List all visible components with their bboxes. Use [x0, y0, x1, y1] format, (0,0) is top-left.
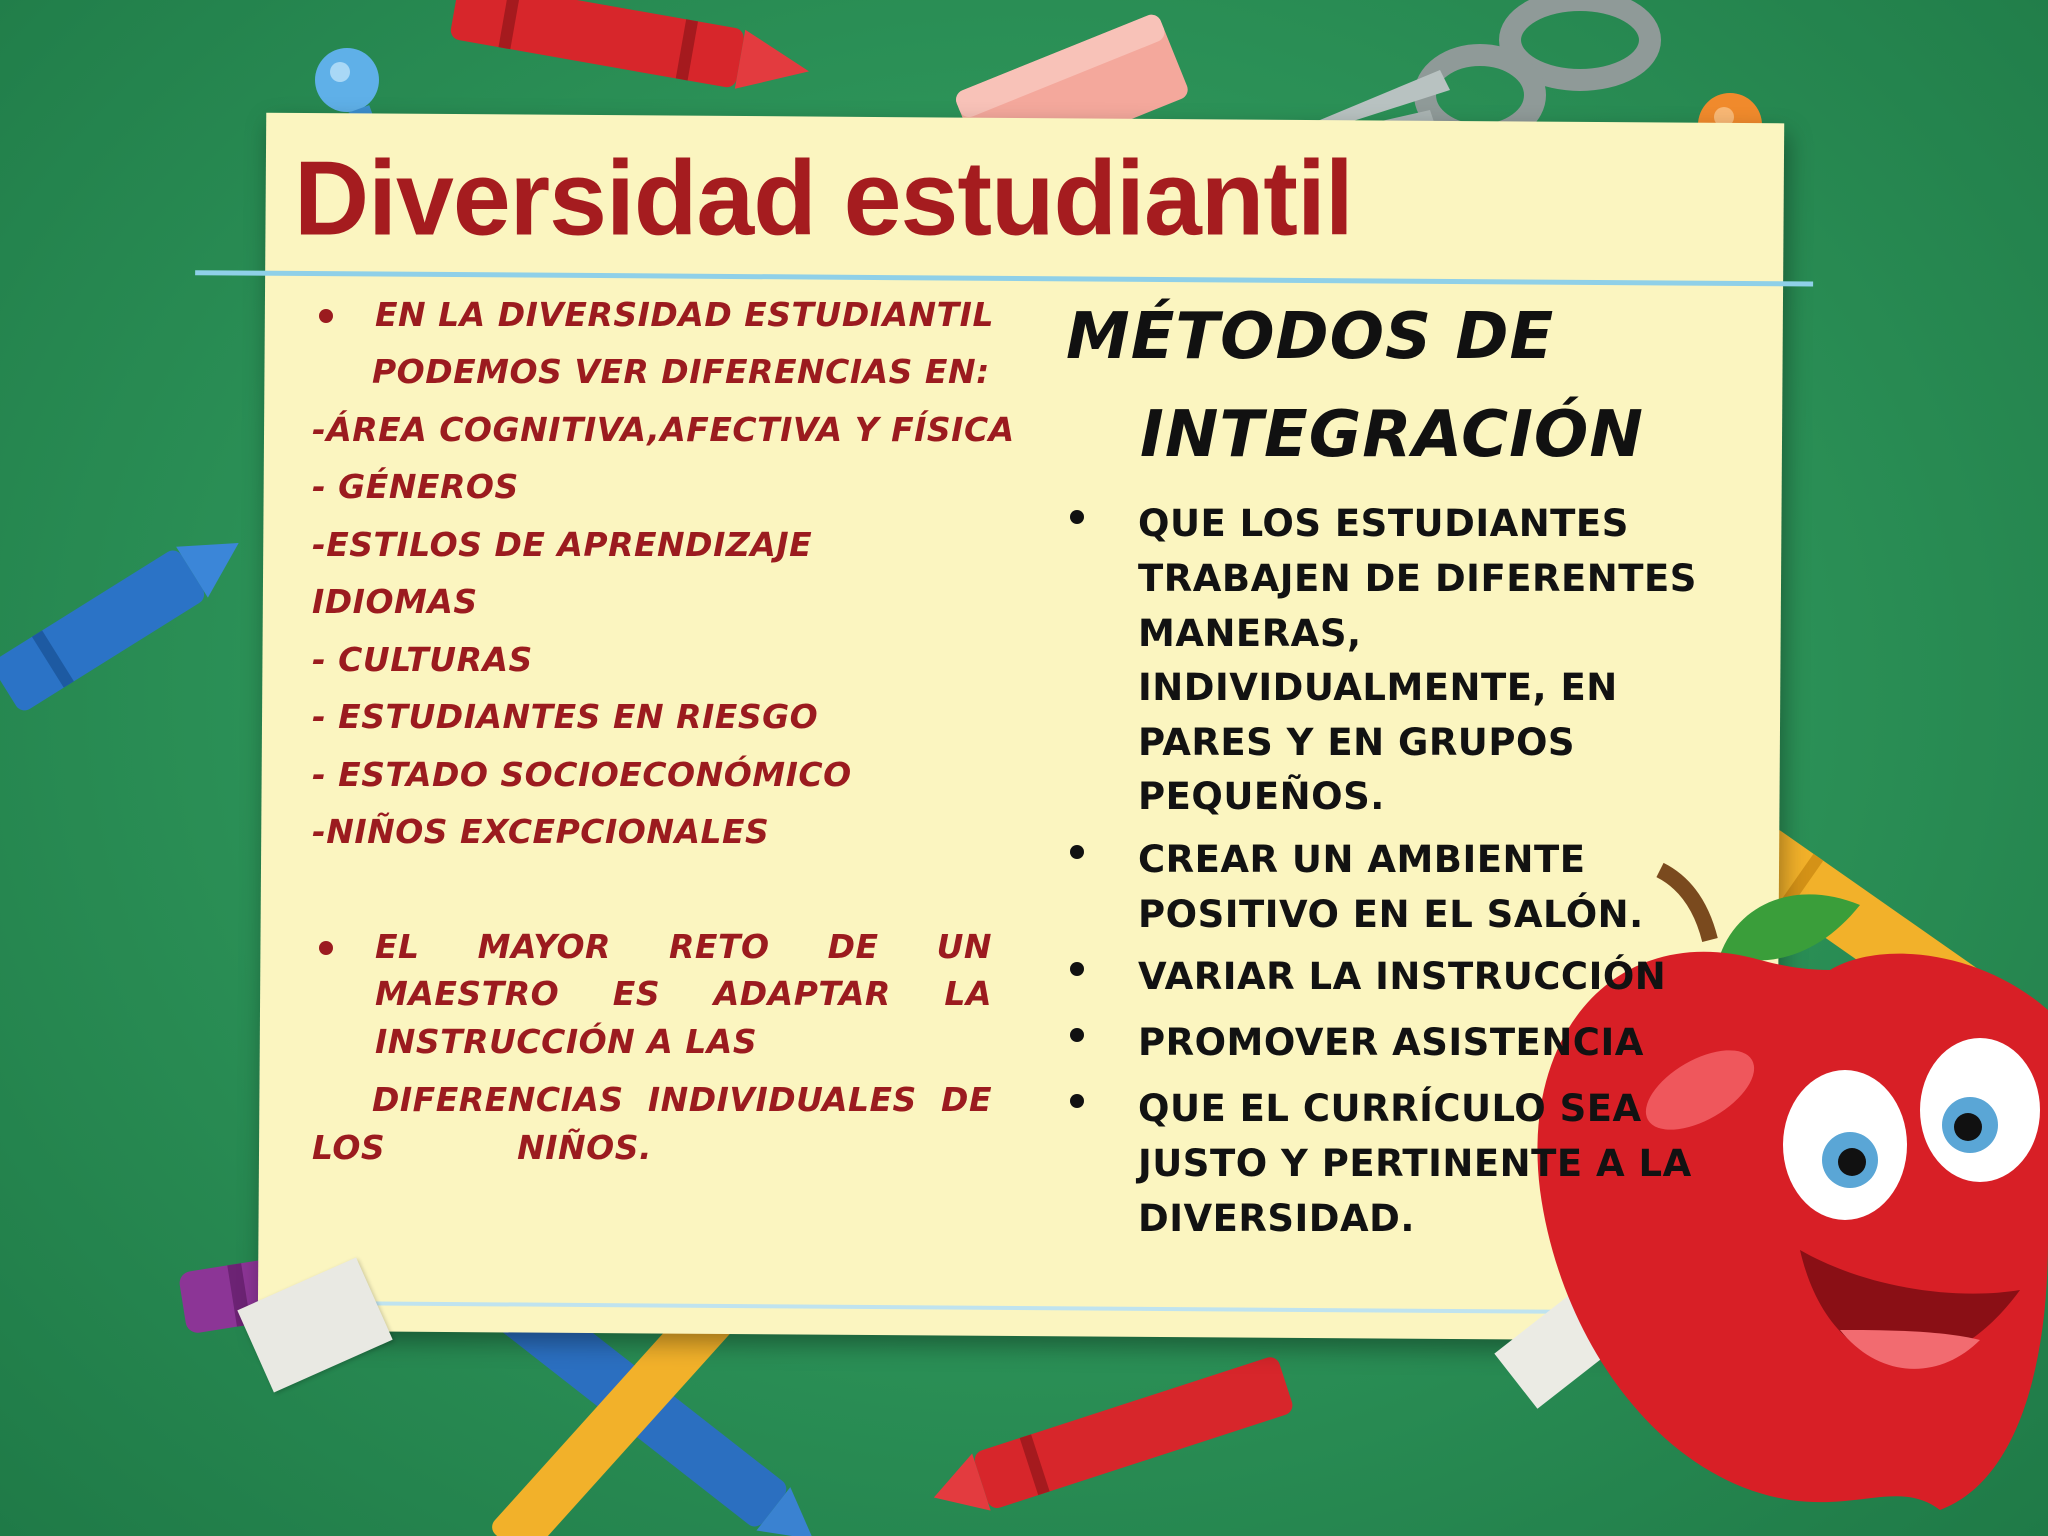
bullet-dot [1070, 1028, 1084, 1042]
challenge-line [375, 927, 992, 966]
method-line: QUE LOS ESTUDIANTES [1138, 502, 1629, 545]
list-item: -ÁREA COGNITIVA,AFECTIVA Y FÍSICA [312, 410, 1015, 449]
bullet-dot [1070, 962, 1084, 976]
word: NIÑOS. [517, 1128, 652, 1167]
bullet-dot [1070, 845, 1084, 859]
list-item: - ESTUDIANTES EN RIESGO [312, 697, 819, 736]
word: DE [827, 927, 879, 966]
method-line: PROMOVER ASISTENCIA [1138, 1021, 1644, 1064]
method-line: MANERAS, [1138, 612, 1362, 655]
word: ADAPTAR [713, 974, 891, 1013]
bullet-dot [1070, 1094, 1084, 1108]
slide-title: Diversidad estudiantil [294, 139, 1353, 259]
method-line: POSITIVO EN EL SALÓN. [1138, 893, 1644, 936]
method-line: VARIAR LA INSTRUCCIÓN [1138, 955, 1667, 998]
challenge-line [312, 1128, 652, 1167]
word: ES [612, 974, 661, 1013]
method-line: QUE EL CURRÍCULO SEA [1138, 1087, 1642, 1130]
list-item: IDIOMAS [312, 582, 478, 621]
method-line: TRABAJEN DE DIFERENTES [1138, 557, 1697, 600]
methods-heading-line1: MÉTODOS DE [1066, 300, 1555, 374]
method-line: PEQUEÑOS. [1138, 775, 1385, 818]
word: EL [375, 927, 420, 966]
red-crayon-top-icon [430, 0, 860, 110]
intro-line: EN LA DIVERSIDAD ESTUDIANTIL [375, 295, 994, 334]
bullet-dot [319, 941, 333, 955]
challenge-line: INSTRUCCIÓN A LAS [375, 1022, 758, 1061]
bullet-dot [1070, 510, 1084, 524]
word: INDIVIDUALES [647, 1080, 917, 1119]
word: LA [944, 974, 992, 1013]
list-item: -ESTILOS DE APRENDIZAJE [312, 525, 813, 564]
word: LOS [312, 1128, 386, 1167]
list-item: - GÉNEROS [312, 467, 519, 506]
list-item: -NIÑOS EXCEPCIONALES [312, 812, 770, 851]
word: DIFERENCIAS [372, 1080, 624, 1119]
intro-line: PODEMOS VER DIFERENCIAS EN: [372, 352, 990, 391]
word: MAESTRO [375, 974, 560, 1013]
challenge-line [375, 974, 992, 1013]
method-line: CREAR UN AMBIENTE [1138, 838, 1586, 881]
word: RETO [668, 927, 770, 966]
method-line: JUSTO Y PERTINENTE A LA [1138, 1142, 1692, 1185]
list-item: - ESTADO SOCIOECONÓMICO [312, 755, 852, 794]
list-item: - CULTURAS [312, 640, 533, 679]
method-line: DIVERSIDAD. [1138, 1197, 1415, 1240]
method-line: PARES Y EN GRUPOS [1138, 721, 1576, 764]
word: UN [936, 927, 992, 966]
blue-crayon-left-icon [0, 490, 260, 720]
methods-heading-line2: INTEGRACIÓN [1140, 398, 1644, 472]
challenge-line [372, 1080, 992, 1119]
bullet-dot [319, 309, 333, 323]
word: DE [941, 1080, 992, 1119]
method-line: INDIVIDUALMENTE, EN [1138, 666, 1618, 709]
word: MAYOR [477, 927, 611, 966]
